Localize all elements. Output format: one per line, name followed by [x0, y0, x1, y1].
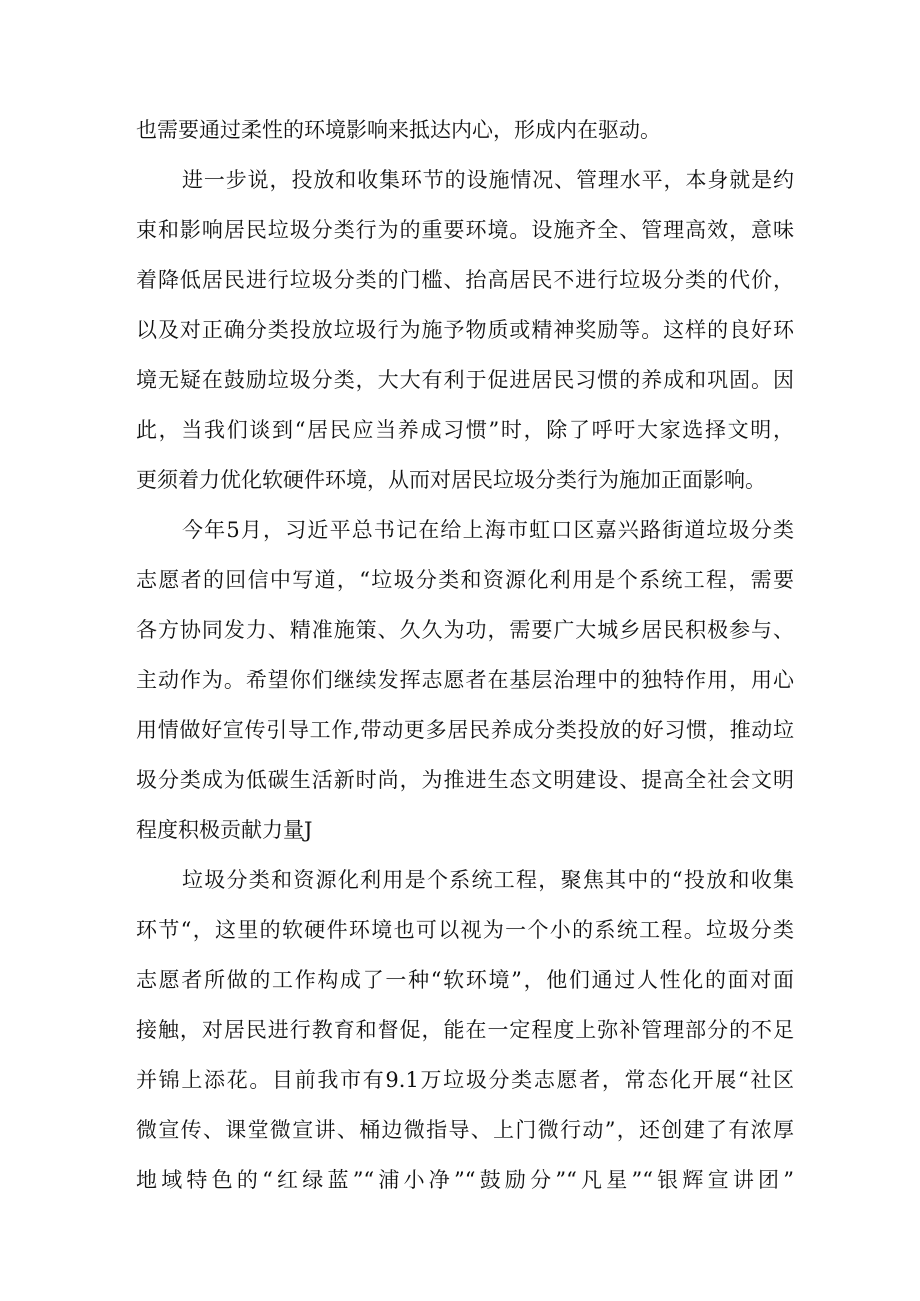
text-line: 微宣传、课堂微宣讲、桶边微指导、上门微行动”，还创建了有浓厚 [136, 1118, 794, 1142]
text-line: 用情做好宣传引导工作,带动更多居民养成分类投放的好习惯，推动垃 [136, 718, 794, 742]
text-line: 更须着力优化软硬件环境，从而对居民垃圾分类行为施加正面影响。 [136, 468, 766, 492]
text-line: 着降低居民进行垃圾分类的门槛、抬高居民不进行垃圾分类的代价， [136, 268, 794, 292]
text-line: 环节“，这里的软硬件环境也可以视为一个小的系统工程。垃圾分类 [136, 918, 794, 942]
text-line: 主动作为。希望你们继续发挥志愿者在基层治理中的独特作用，用心 [136, 668, 794, 692]
text-line: 并锦上添花。目前我市有9.1万垃圾分类志愿者，常态化开展“社区 [136, 1068, 794, 1092]
text-line: 境无疑在鼓励垃圾分类，大大有利于促进居民习惯的养成和巩固。因 [136, 368, 794, 392]
text-line: 各方协同发力、精准施策、久久为功，需要广大城乡居民积极参与、 [136, 618, 794, 642]
text-line: 垃圾分类和资源化利用是个系统工程，聚焦其中的“投放和收集 [182, 868, 794, 892]
text-line: 圾分类成为低碳生活新时尚，为推进生态文明建设、提高全社会文明 [136, 768, 794, 792]
text-line: 志愿者的回信中写道，“垃圾分类和资源化利用是个系统工程，需要 [136, 568, 794, 592]
text-line: 今年5月，习近平总书记在给上海市虹口区嘉兴路街道垃圾分类 [182, 518, 794, 542]
text-line: 进一步说，投放和收集环节的设施情况、管理水平，本身就是约 [182, 168, 794, 192]
text-line: 接触，对居民进行教育和督促，能在一定程度上弥补管理部分的不足 [136, 1018, 794, 1042]
text-line: 志愿者所做的工作构成了一种“软环境”，他们通过人性化的面对面 [136, 968, 794, 992]
text-line: 此，当我们谈到“居民应当养成习惯”时，除了呼吁大家选择文明， [136, 418, 794, 442]
text-line: 地域特色的“红绿蓝”“浦小净”“鼓励分”“凡星”“银辉宣讲团” [136, 1168, 794, 1192]
text-line: 程度积极贡献力量J [136, 818, 313, 842]
text-line: 也需要通过柔性的环境影响来抵达内心，形成内在驱动。 [136, 118, 661, 142]
text-line: 以及对正确分类投放垃圾行为施予物质或精神奖励等。这样的良好环 [136, 318, 794, 342]
text-line: 束和影响居民垃圾分类行为的重要环境。设施齐全、管理高效，意味 [136, 218, 794, 242]
